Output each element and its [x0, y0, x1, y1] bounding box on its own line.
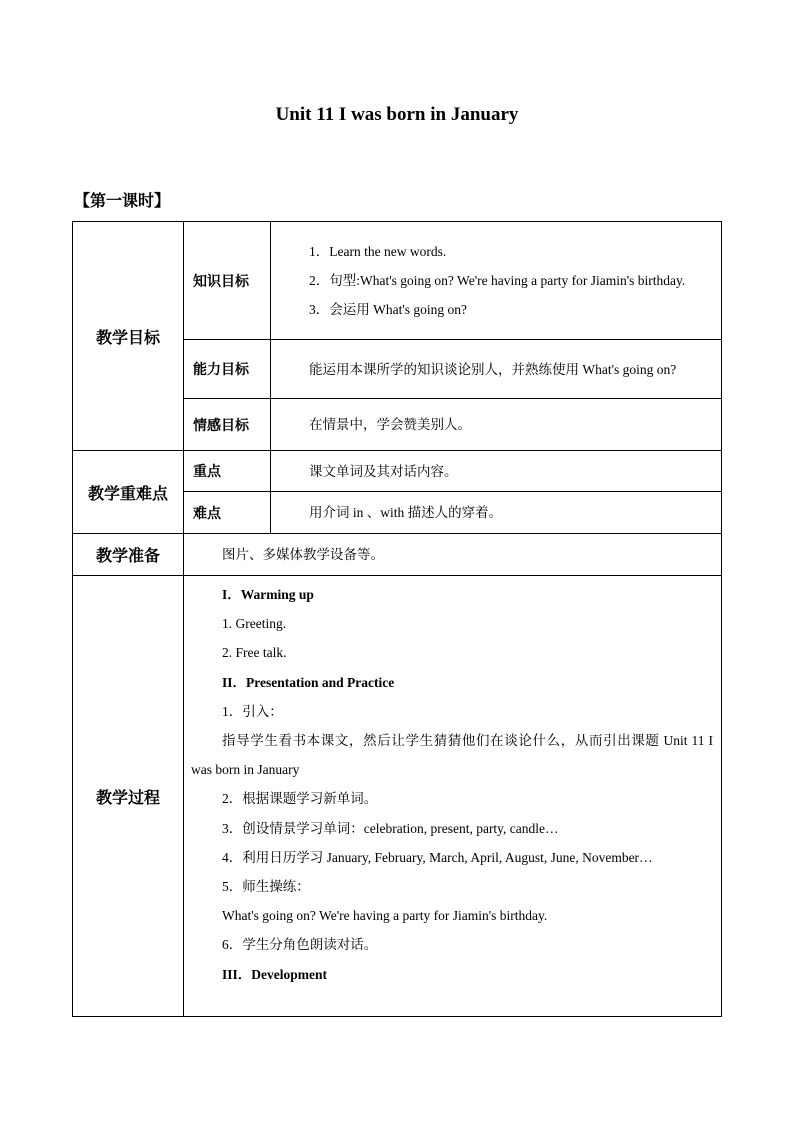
- process-content: [184, 576, 722, 1017]
- warming-up-heading: I．Warming up: [222, 587, 314, 602]
- key-points-category-cell: [73, 451, 184, 534]
- knowledge-label-cell: [184, 222, 271, 340]
- difficult-point-label: 难点: [193, 506, 221, 522]
- lesson-section-label: 【第一课时】: [74, 193, 171, 210]
- process-category-cell: [73, 576, 184, 1017]
- drill-sentence: What's going on? We're having a party for Jiamin's birthday.: [222, 908, 548, 924]
- key-points-category-label: 教学重难点: [87, 485, 168, 503]
- key-point-label: 重点: [193, 465, 221, 480]
- key-point-content: [271, 451, 722, 492]
- process-category-label: 教学过程: [95, 789, 160, 807]
- key-point-text: 课文单词及其对话内容。: [309, 463, 458, 479]
- key-point-row: [73, 451, 722, 492]
- knowledge-line-3: 3．会运用 What's going on?: [309, 302, 468, 317]
- process-row: [73, 576, 722, 1017]
- knowledge-objective-content: [271, 222, 722, 340]
- preparation-category-label: 教学准备: [95, 548, 160, 565]
- drill-step: 5．师生操练：: [222, 879, 310, 895]
- intro-step: 1．引入：: [222, 703, 283, 719]
- emotion-objective-text: 在情景中，学会赞美别人。: [309, 417, 471, 432]
- knowledge-objective-label: 知识目标: [193, 274, 249, 290]
- free-talk-step: 2. Free talk.: [222, 645, 287, 661]
- objectives-category-cell: [73, 222, 184, 451]
- emotion-objective-content: [271, 399, 722, 451]
- ability-objective-content: [271, 340, 722, 399]
- document-title: Unit 11 I was born in January: [275, 104, 519, 125]
- knowledge-line-2: 2．句型:What's going on? We're having a party for Jiamin's birthday.: [309, 273, 686, 288]
- development-heading: III．Development: [222, 966, 327, 982]
- difficult-label-cell: [184, 492, 271, 534]
- objectives-category-label: 教学目标: [95, 329, 160, 347]
- difficult-point-text: 用介词 in 、with 描述人的穿着。: [309, 505, 503, 520]
- knowledge-line-1: 1．Learn the new words.: [309, 244, 447, 259]
- key-label-cell: [184, 451, 271, 492]
- preparation-text: 图片、多媒体教学设备等。: [222, 547, 384, 562]
- presentation-heading: II．Presentation and Practice: [222, 674, 395, 690]
- preparation-category-cell: [73, 534, 184, 576]
- role-reading-step: 6．学生分角色朗读对话。: [222, 937, 378, 953]
- lesson-plan-table: [72, 221, 722, 1017]
- emotion-objective-label: 情感目标: [193, 418, 249, 434]
- difficult-point-content: [271, 492, 722, 534]
- ability-label-cell: [184, 340, 271, 399]
- ability-objective-text: 能运用本课所学的知识谈论别人，并熟练使用 What's going on?: [309, 361, 677, 377]
- calendar-step: 4．利用日历学习 January, February, March, April, August, June, November…: [222, 849, 653, 865]
- knowledge-objective-row: [73, 222, 722, 340]
- preparation-row: [73, 534, 722, 576]
- guide-step: 指导学生看书本课文，然后让学生猜猜他们在谈论什么，从而引出课题 Unit 11 I was born in January: [191, 733, 713, 778]
- ability-objective-label: 能力目标: [193, 363, 249, 378]
- emotion-label-cell: [184, 399, 271, 451]
- situation-step: 3．创设情景学习单词：celebration, present, party, candle…: [222, 820, 559, 836]
- preparation-content: [184, 534, 722, 576]
- greeting-step: 1. Greeting.: [222, 616, 287, 632]
- vocabulary-step: 2．根据课题学习新单词。: [222, 791, 378, 807]
